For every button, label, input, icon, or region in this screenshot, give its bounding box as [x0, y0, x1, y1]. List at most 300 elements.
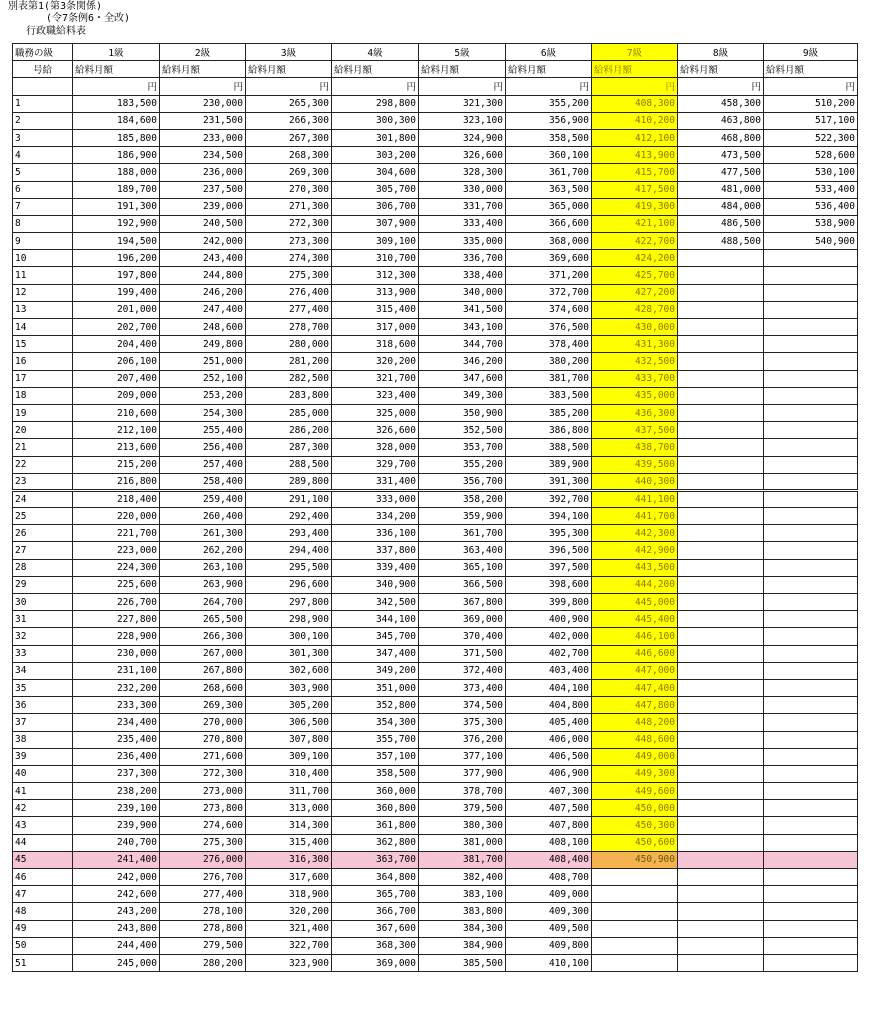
- salary-cell: [764, 697, 858, 714]
- grade-header: 6級: [506, 44, 592, 61]
- salary-label: 給料月額: [592, 61, 678, 78]
- salary-cell: 404,100: [506, 679, 592, 696]
- salary-cell: 386,800: [506, 422, 592, 439]
- unit-label: 円: [506, 78, 592, 95]
- salary-cell: 247,400: [160, 301, 246, 318]
- salary-cell: [764, 301, 858, 318]
- table-row: [13, 714, 858, 731]
- salary-cell: 306,700: [332, 198, 419, 215]
- salary-cell: 202,700: [73, 319, 160, 336]
- step-label: 号給: [13, 61, 73, 78]
- salary-cell: 381,700: [419, 851, 506, 868]
- table-row: [13, 129, 858, 146]
- salary-cell: 368,300: [332, 937, 419, 954]
- step-cell: 29: [13, 576, 73, 593]
- salary-cell: 449,300: [592, 765, 678, 782]
- table-row: [13, 336, 858, 353]
- salary-cell: [764, 404, 858, 421]
- table-row: [13, 267, 858, 284]
- salary-cell: [678, 559, 764, 576]
- salary-cell: 431,300: [592, 336, 678, 353]
- salary-cell: 377,900: [419, 765, 506, 782]
- table-row: [13, 542, 858, 559]
- salary-cell: 430,000: [592, 319, 678, 336]
- salary-cell: 279,500: [160, 937, 246, 954]
- salary-cell: 274,600: [160, 817, 246, 834]
- salary-cell: 248,600: [160, 319, 246, 336]
- salary-cell: 366,500: [419, 576, 506, 593]
- step-cell: 33: [13, 645, 73, 662]
- salary-cell: 447,400: [592, 679, 678, 696]
- salary-cell: 227,800: [73, 611, 160, 628]
- salary-cell: 450,900: [592, 851, 678, 868]
- salary-cell: 233,000: [160, 129, 246, 146]
- salary-cell: 196,200: [73, 250, 160, 267]
- salary-cell: 252,100: [160, 370, 246, 387]
- salary-cell: 267,300: [246, 129, 332, 146]
- salary-cell: 442,300: [592, 525, 678, 542]
- salary-cell: [678, 387, 764, 404]
- salary-cell: 356,700: [419, 473, 506, 490]
- salary-cell: 369,600: [506, 250, 592, 267]
- salary-label: 給料月額: [764, 61, 858, 78]
- salary-cell: 305,200: [246, 697, 332, 714]
- step-cell: 2: [13, 112, 73, 129]
- salary-cell: 344,700: [419, 336, 506, 353]
- step-cell: 30: [13, 594, 73, 611]
- table-row: [13, 284, 858, 301]
- step-cell: 26: [13, 525, 73, 542]
- salary-cell: 347,400: [332, 645, 419, 662]
- step-cell: 37: [13, 714, 73, 731]
- salary-cell: 268,300: [246, 147, 332, 164]
- step-cell: 40: [13, 765, 73, 782]
- salary-cell: 236,400: [73, 748, 160, 765]
- salary-cell: 369,000: [419, 611, 506, 628]
- salary-cell: 233,300: [73, 697, 160, 714]
- salary-cell: 337,800: [332, 542, 419, 559]
- salary-cell: 385,500: [419, 954, 506, 971]
- table-row: [13, 387, 858, 404]
- salary-cell: 445,400: [592, 611, 678, 628]
- salary-cell: [592, 903, 678, 920]
- salary-cell: 439,500: [592, 456, 678, 473]
- salary-cell: 373,400: [419, 679, 506, 696]
- table-row: [13, 112, 858, 129]
- salary-cell: [678, 937, 764, 954]
- salary-cell: 384,900: [419, 937, 506, 954]
- table-row: [13, 353, 858, 370]
- salary-cell: 450,600: [592, 834, 678, 851]
- salary-cell: 419,300: [592, 198, 678, 215]
- table-row: [13, 525, 858, 542]
- salary-cell: 481,000: [678, 181, 764, 198]
- salary-cell: 264,700: [160, 594, 246, 611]
- salary-cell: 328,300: [419, 164, 506, 181]
- salary-cell: 232,200: [73, 679, 160, 696]
- salary-cell: 340,900: [332, 576, 419, 593]
- salary-cell: [678, 920, 764, 937]
- salary-cell: 360,000: [332, 783, 419, 800]
- salary-cell: 292,400: [246, 508, 332, 525]
- salary-cell: 306,500: [246, 714, 332, 731]
- salary-cell: [678, 628, 764, 645]
- salary-label: 給料月額: [73, 61, 160, 78]
- salary-cell: 270,000: [160, 714, 246, 731]
- salary-cell: [592, 920, 678, 937]
- salary-cell: [678, 301, 764, 318]
- salary-cell: [764, 731, 858, 748]
- salary-cell: 449,600: [592, 783, 678, 800]
- salary-cell: 246,200: [160, 284, 246, 301]
- salary-cell: 318,900: [246, 886, 332, 903]
- salary-cell: [764, 817, 858, 834]
- salary-cell: 368,000: [506, 233, 592, 250]
- salary-cell: 226,700: [73, 594, 160, 611]
- salary-cell: 201,000: [73, 301, 160, 318]
- salary-cell: 257,400: [160, 456, 246, 473]
- salary-cell: 391,300: [506, 473, 592, 490]
- salary-cell: 399,800: [506, 594, 592, 611]
- table-row: [13, 370, 858, 387]
- salary-cell: 254,300: [160, 404, 246, 421]
- salary-cell: 331,400: [332, 473, 419, 490]
- salary-cell: 317,000: [332, 319, 419, 336]
- salary-cell: 304,600: [332, 164, 419, 181]
- salary-cell: 358,500: [332, 765, 419, 782]
- salary-cell: 446,600: [592, 645, 678, 662]
- salary-label-row: [13, 61, 858, 78]
- salary-cell: 402,700: [506, 645, 592, 662]
- salary-cell: 326,600: [332, 422, 419, 439]
- salary-cell: 424,200: [592, 250, 678, 267]
- table-row: [13, 250, 858, 267]
- salary-cell: 344,100: [332, 611, 419, 628]
- salary-cell: 378,700: [419, 783, 506, 800]
- salary-cell: 349,200: [332, 662, 419, 679]
- salary-cell: 336,700: [419, 250, 506, 267]
- salary-cell: [764, 886, 858, 903]
- salary-cell: 358,200: [419, 490, 506, 507]
- salary-cell: 438,700: [592, 439, 678, 456]
- salary-cell: 265,500: [160, 611, 246, 628]
- salary-cell: 313,000: [246, 800, 332, 817]
- step-cell: 35: [13, 679, 73, 696]
- salary-cell: 441,700: [592, 508, 678, 525]
- salary-cell: 314,300: [246, 817, 332, 834]
- salary-cell: [764, 559, 858, 576]
- table-row: [13, 748, 858, 765]
- salary-cell: 326,600: [419, 147, 506, 164]
- salary-cell: [678, 765, 764, 782]
- grade-header-row: [13, 44, 858, 61]
- table-row: [13, 576, 858, 593]
- salary-cell: 367,600: [332, 920, 419, 937]
- salary-cell: 408,300: [592, 95, 678, 112]
- table-row: [13, 628, 858, 645]
- salary-cell: 291,100: [246, 490, 332, 507]
- salary-cell: 360,800: [332, 800, 419, 817]
- salary-cell: [678, 662, 764, 679]
- salary-cell: 394,100: [506, 508, 592, 525]
- salary-cell: 336,100: [332, 525, 419, 542]
- salary-cell: 406,000: [506, 731, 592, 748]
- salary-cell: 245,000: [73, 954, 160, 971]
- salary-cell: 206,100: [73, 353, 160, 370]
- salary-cell: [678, 869, 764, 886]
- salary-cell: [678, 525, 764, 542]
- unit-label: 円: [332, 78, 419, 95]
- salary-cell: 275,300: [246, 267, 332, 284]
- salary-cell: 323,900: [246, 954, 332, 971]
- salary-cell: 365,100: [419, 559, 506, 576]
- salary-cell: 289,800: [246, 473, 332, 490]
- table-row: [13, 954, 858, 971]
- salary-cell: 272,300: [246, 215, 332, 232]
- salary-cell: 234,500: [160, 147, 246, 164]
- salary-cell: 301,800: [332, 129, 419, 146]
- salary-cell: [592, 886, 678, 903]
- salary-cell: [678, 267, 764, 284]
- table-row: [13, 456, 858, 473]
- salary-cell: 333,400: [419, 215, 506, 232]
- salary-cell: [678, 748, 764, 765]
- grade-header: 1級: [73, 44, 160, 61]
- step-cell: 47: [13, 886, 73, 903]
- salary-cell: 448,200: [592, 714, 678, 731]
- salary-cell: 359,900: [419, 508, 506, 525]
- salary-cell: 372,400: [419, 662, 506, 679]
- salary-cell: 297,800: [246, 594, 332, 611]
- step-cell: 23: [13, 473, 73, 490]
- salary-cell: 441,100: [592, 490, 678, 507]
- salary-cell: 277,400: [160, 886, 246, 903]
- salary-cell: 371,500: [419, 645, 506, 662]
- salary-label: 給料月額: [678, 61, 764, 78]
- salary-cell: 294,400: [246, 542, 332, 559]
- salary-cell: 283,800: [246, 387, 332, 404]
- salary-cell: 323,100: [419, 112, 506, 129]
- salary-cell: 405,400: [506, 714, 592, 731]
- salary-cell: 341,500: [419, 301, 506, 318]
- table-row: [13, 422, 858, 439]
- salary-cell: 334,200: [332, 508, 419, 525]
- step-cell: 43: [13, 817, 73, 834]
- step-cell: 45: [13, 851, 73, 868]
- salary-cell: 395,300: [506, 525, 592, 542]
- salary-cell: 278,100: [160, 903, 246, 920]
- salary-cell: 300,300: [332, 112, 419, 129]
- salary-cell: 357,100: [332, 748, 419, 765]
- salary-cell: 413,900: [592, 147, 678, 164]
- salary-cell: 185,800: [73, 129, 160, 146]
- salary-cell: 355,200: [419, 456, 506, 473]
- salary-cell: [678, 834, 764, 851]
- salary-cell: 407,800: [506, 817, 592, 834]
- salary-cell: 477,500: [678, 164, 764, 181]
- step-cell: 11: [13, 267, 73, 284]
- salary-cell: 303,900: [246, 679, 332, 696]
- salary-cell: 320,200: [246, 903, 332, 920]
- table-row: [13, 319, 858, 336]
- salary-cell: [764, 611, 858, 628]
- salary-cell: 286,200: [246, 422, 332, 439]
- salary-cell: 540,900: [764, 233, 858, 250]
- salary-cell: 458,300: [678, 95, 764, 112]
- salary-cell: 288,500: [246, 456, 332, 473]
- salary-cell: [678, 336, 764, 353]
- table-row: [13, 817, 858, 834]
- salary-cell: 310,700: [332, 250, 419, 267]
- unit-row: [13, 78, 858, 95]
- salary-cell: 325,000: [332, 404, 419, 421]
- salary-cell: [764, 473, 858, 490]
- salary-cell: 231,500: [160, 112, 246, 129]
- salary-cell: 234,400: [73, 714, 160, 731]
- unit-label: 円: [160, 78, 246, 95]
- salary-cell: 443,500: [592, 559, 678, 576]
- salary-cell: 369,000: [332, 954, 419, 971]
- salary-cell: 311,700: [246, 783, 332, 800]
- salary-cell: 528,600: [764, 147, 858, 164]
- salary-cell: 328,000: [332, 439, 419, 456]
- step-cell: 10: [13, 250, 73, 267]
- salary-cell: [764, 869, 858, 886]
- salary-cell: 273,300: [246, 233, 332, 250]
- table-row: [13, 559, 858, 576]
- step-cell: 28: [13, 559, 73, 576]
- salary-cell: 301,300: [246, 645, 332, 662]
- salary-cell: [764, 783, 858, 800]
- salary-cell: 447,800: [592, 697, 678, 714]
- salary-cell: [764, 439, 858, 456]
- salary-cell: 298,900: [246, 611, 332, 628]
- step-cell: 9: [13, 233, 73, 250]
- salary-cell: 274,300: [246, 250, 332, 267]
- salary-cell: [678, 851, 764, 868]
- salary-cell: 400,900: [506, 611, 592, 628]
- salary-cell: 287,300: [246, 439, 332, 456]
- salary-cell: 538,900: [764, 215, 858, 232]
- salary-cell: 406,500: [506, 748, 592, 765]
- salary-cell: 321,700: [332, 370, 419, 387]
- table-row: [13, 679, 858, 696]
- salary-cell: 312,300: [332, 267, 419, 284]
- salary-cell: [678, 731, 764, 748]
- salary-cell: 363,400: [419, 542, 506, 559]
- salary-table-body: [13, 44, 858, 972]
- step-cell: 25: [13, 508, 73, 525]
- salary-cell: 355,200: [506, 95, 592, 112]
- salary-cell: [678, 594, 764, 611]
- step-cell: 3: [13, 129, 73, 146]
- salary-cell: 486,500: [678, 215, 764, 232]
- salary-cell: 223,000: [73, 542, 160, 559]
- salary-cell: 346,200: [419, 353, 506, 370]
- salary-cell: 303,200: [332, 147, 419, 164]
- salary-cell: 381,000: [419, 834, 506, 851]
- unit-label: 円: [592, 78, 678, 95]
- salary-cell: 407,300: [506, 783, 592, 800]
- salary-cell: 243,200: [73, 903, 160, 920]
- salary-cell: 381,700: [506, 370, 592, 387]
- salary-cell: [764, 456, 858, 473]
- salary-cell: [764, 336, 858, 353]
- salary-cell: 382,400: [419, 869, 506, 886]
- salary-cell: [764, 714, 858, 731]
- grade-header: 2級: [160, 44, 246, 61]
- salary-cell: 207,400: [73, 370, 160, 387]
- salary-cell: 307,900: [332, 215, 419, 232]
- salary-cell: 428,700: [592, 301, 678, 318]
- salary-cell: 305,700: [332, 181, 419, 198]
- salary-cell: 300,100: [246, 628, 332, 645]
- salary-cell: 212,100: [73, 422, 160, 439]
- salary-cell: [678, 697, 764, 714]
- salary-cell: 343,100: [419, 319, 506, 336]
- salary-cell: [678, 800, 764, 817]
- salary-cell: [764, 903, 858, 920]
- salary-cell: 409,800: [506, 937, 592, 954]
- salary-cell: 197,800: [73, 267, 160, 284]
- salary-label: 給料月額: [332, 61, 419, 78]
- salary-cell: 321,400: [246, 920, 332, 937]
- salary-cell: [764, 267, 858, 284]
- salary-cell: 375,300: [419, 714, 506, 731]
- salary-cell: 404,800: [506, 697, 592, 714]
- salary-cell: 410,100: [506, 954, 592, 971]
- salary-cell: 406,900: [506, 765, 592, 782]
- salary-cell: 389,900: [506, 456, 592, 473]
- salary-cell: 266,300: [160, 628, 246, 645]
- salary-cell: 315,400: [332, 301, 419, 318]
- salary-cell: 280,200: [160, 954, 246, 971]
- salary-cell: [678, 714, 764, 731]
- table-row: [13, 181, 858, 198]
- step-cell: 16: [13, 353, 73, 370]
- salary-cell: 383,800: [419, 903, 506, 920]
- table-row: [13, 215, 858, 232]
- salary-cell: 383,100: [419, 886, 506, 903]
- table-row: [13, 164, 858, 181]
- salary-cell: 425,700: [592, 267, 678, 284]
- salary-cell: 383,500: [506, 387, 592, 404]
- salary-cell: [764, 628, 858, 645]
- salary-cell: [678, 404, 764, 421]
- salary-cell: 363,500: [506, 181, 592, 198]
- salary-cell: 335,000: [419, 233, 506, 250]
- salary-cell: 269,300: [246, 164, 332, 181]
- salary-cell: 320,200: [332, 353, 419, 370]
- salary-cell: 259,400: [160, 490, 246, 507]
- salary-cell: 268,600: [160, 679, 246, 696]
- salary-cell: 240,500: [160, 215, 246, 232]
- salary-cell: [678, 645, 764, 662]
- salary-cell: 397,500: [506, 559, 592, 576]
- salary-cell: 237,300: [73, 765, 160, 782]
- grade-header: 8級: [678, 44, 764, 61]
- salary-cell: 409,500: [506, 920, 592, 937]
- salary-label: 給料月額: [160, 61, 246, 78]
- salary-cell: 421,100: [592, 215, 678, 232]
- salary-cell: 352,800: [332, 697, 419, 714]
- appendix-title: 別表第1(第3条関係): [8, 1, 103, 12]
- salary-cell: 271,300: [246, 198, 332, 215]
- salary-cell: 271,600: [160, 748, 246, 765]
- step-cell: 27: [13, 542, 73, 559]
- salary-cell: 371,200: [506, 267, 592, 284]
- salary-cell: 365,700: [332, 886, 419, 903]
